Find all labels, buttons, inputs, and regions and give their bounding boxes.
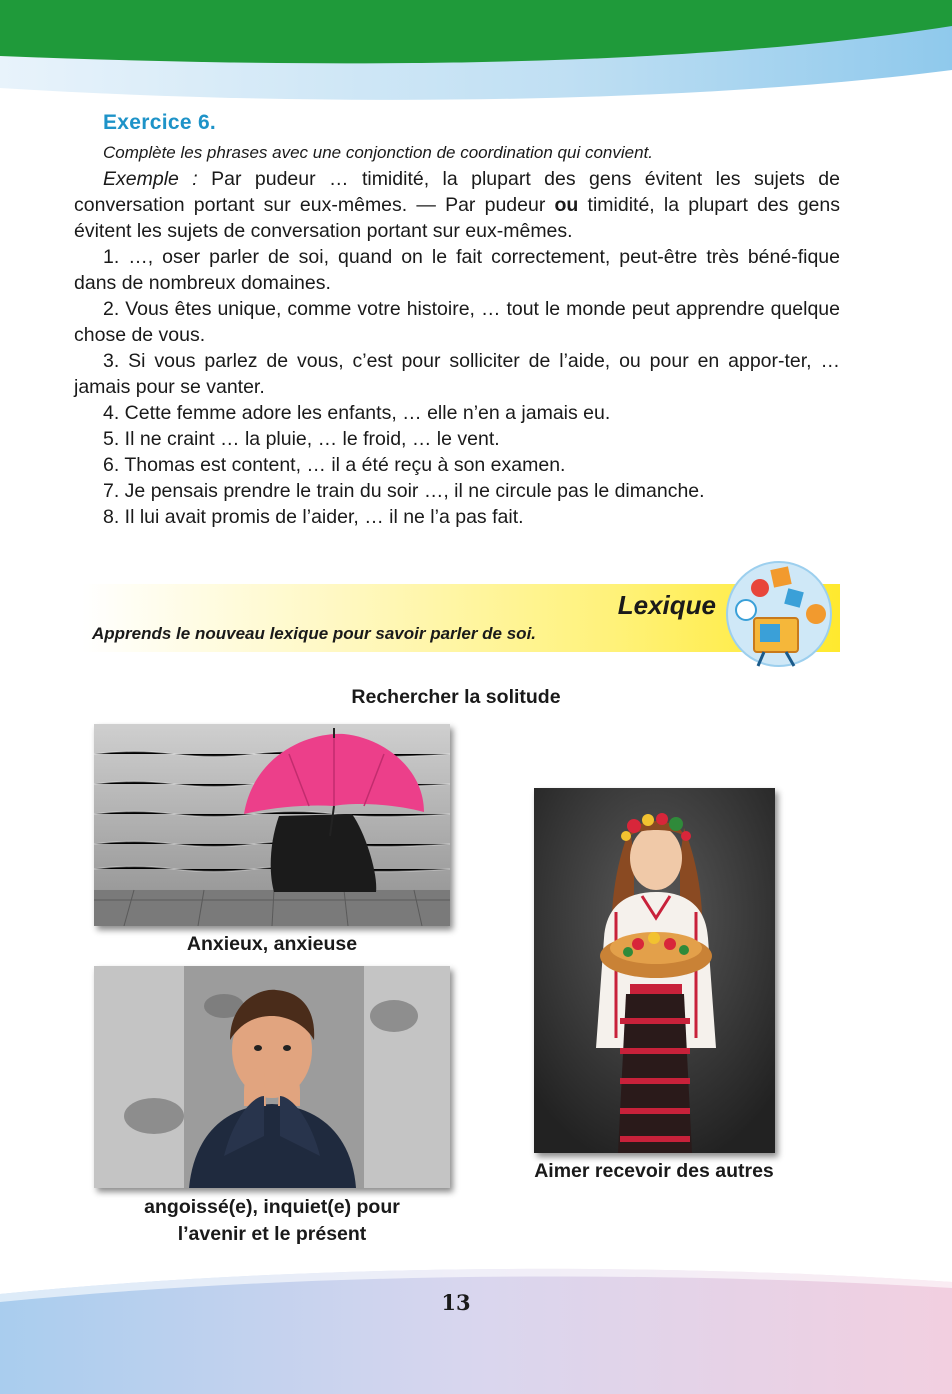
list-item: 8. Il lui avait promis de l’aider, … il ne l’a pas fait. — [103, 506, 524, 528]
umbrella-photo — [94, 724, 450, 926]
list-item: 2. Vous êtes unique, comme votre histoire, … tout le monde peut apprendre quelque chose de vous. — [74, 298, 840, 346]
page-number: 13 — [441, 1290, 471, 1315]
header-band — [0, 0, 952, 110]
exercise-block — [74, 108, 840, 530]
example-text-2: timidité, la plupart des gens évitent les sujets de conversation portant sur eux-mêmes. — [74, 194, 840, 242]
lexique-subtitle: Apprends le nouveau lexique pour savoir parler de soi. — [92, 624, 537, 643]
woman-bread-photo — [534, 788, 775, 1153]
section-heading: Rechercher la solitude — [351, 686, 561, 708]
example-bold: ou — [554, 194, 579, 216]
footer-band — [0, 1254, 952, 1394]
alphabet-letters-icon — [724, 558, 834, 674]
anxious-boy-photo — [94, 966, 450, 1188]
example-text-1: Par pudeur … timidité, la plupart des gens évitent les sujets de conversation portant sur eux-mêmes. — Par pudeur — [74, 168, 840, 216]
list-item: 1. …, oser parler de soi, quand on le fait correctement, peut-être très béné-fique dans de nombreux domaines. — [74, 246, 840, 294]
list-item: 6. Thomas est content, … il a été reçu à son examen. — [103, 454, 566, 476]
list-item: 4. Cette femme adore les enfants, … elle n’en a jamais eu. — [103, 402, 611, 424]
list-item: 3. Si vous parlez de vous, c’est pour solliciter de l’aide, ou pour en appor-ter, … jamais pour se vanter. — [74, 350, 840, 398]
lexique-title: Lexique — [617, 590, 716, 620]
photo-caption: angoissé(e), inquiet(e) pour l’avenir et le présent — [144, 1196, 400, 1245]
exercise-items — [74, 244, 840, 530]
list-item: 5. Il ne craint … la pluie, … le froid, … le vent. — [103, 428, 500, 450]
photo-caption: Aimer recevoir des autres — [534, 1160, 774, 1182]
exercise-title: Exercice 6. — [103, 111, 217, 134]
example-paragraph — [74, 166, 840, 244]
exercise-instruction: Complète les phrases avec une conjonction de coordination qui convient. — [103, 143, 654, 162]
photo-caption: Anxieux, anxieuse — [186, 933, 358, 955]
list-item: 7. Je pensais prendre le train du soir …, il ne circule pas le dimanche. — [103, 480, 705, 502]
example-label: Exemple : — [103, 168, 198, 190]
